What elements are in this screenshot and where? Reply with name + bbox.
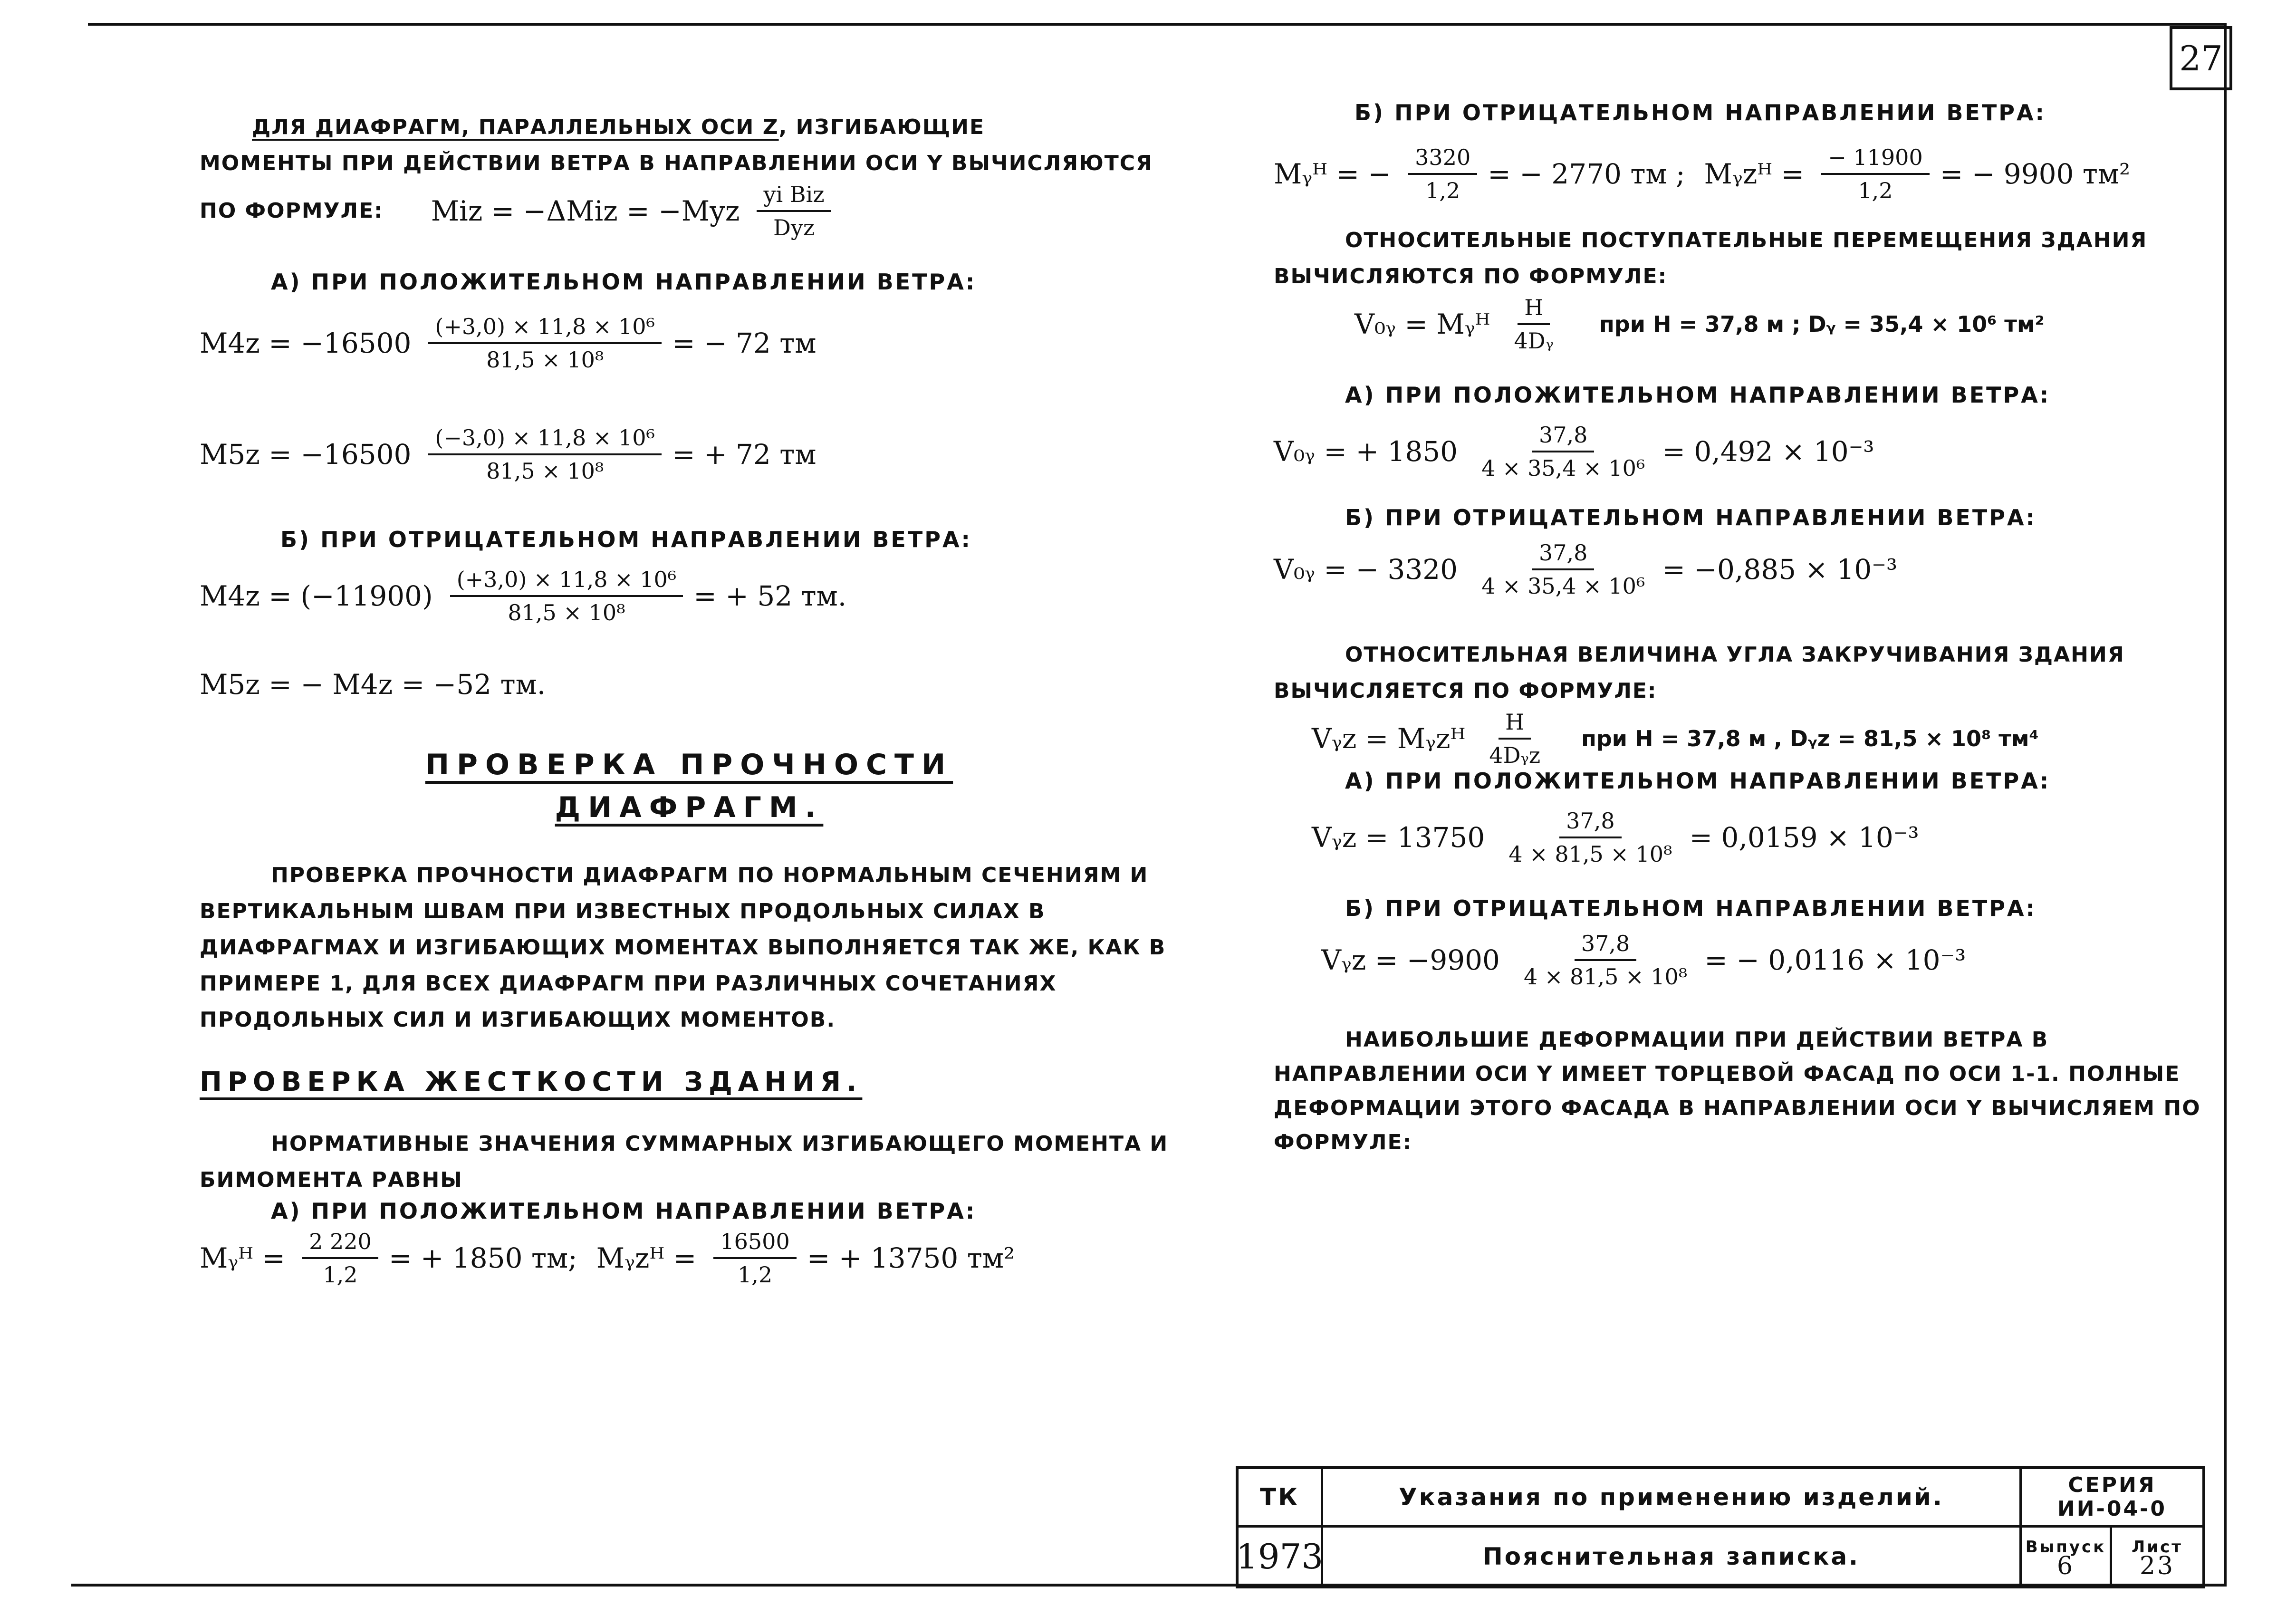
fraction-denominator: 1,2 <box>323 1262 358 1288</box>
title-block <box>1236 1466 2205 1588</box>
tb-issue <box>2022 1528 2112 1586</box>
page-number: 27 <box>2170 26 2232 90</box>
tb-subtitle: Пояснительная записка. <box>1323 1528 2022 1586</box>
fraction-denominator: 81,5 × 10⁸ <box>486 458 604 484</box>
m5z-a-lhs: M5z = −16500 <box>200 438 412 471</box>
vyz-b-formula <box>1274 931 2205 990</box>
disp-rhs: при H = 37,8 м ; Dᵧ = 35,4 × 10⁶ тм² <box>1599 311 2045 337</box>
case-a2-label: А) ПРИ ПОЛОЖИТЕЛЬНОМ НАПРАВЛЕНИИ ВЕТРА: <box>271 1198 977 1224</box>
fraction-denominator: 1,2 <box>737 1262 773 1288</box>
fraction-numerator: 2 220 <box>302 1229 378 1259</box>
intro-underlined: ДЛЯ ДИАФРАГМ, ПАРАЛЛЕЛЬНЫХ ОСИ Z <box>252 115 779 139</box>
displacement-formula <box>1274 295 2205 354</box>
myz-b-fraction <box>1821 144 1930 203</box>
fraction-numerator: yi Biz <box>757 182 831 212</box>
right-case-b2-label: Б) ПРИ ОТРИЦАТЕЛЬНОМ НАПРАВЛЕНИИ ВЕТРА: <box>1345 505 2037 530</box>
fraction-denominator: 1,2 <box>1858 178 1893 203</box>
fraction-numerator: 37,8 <box>1575 931 1636 961</box>
fraction-numerator: (−3,0) × 11,8 × 10⁶ <box>428 425 662 455</box>
twist-paragraph: ОТНОСИТЕЛЬНАЯ ВЕЛИЧИНА УГЛА ЗАКРУЧИВАНИЯ ЗДАНИЯ ВЫЧИСЛЯЕТСЯ ПО ФОРМУЛЕ: <box>1274 643 2125 703</box>
heading-strength-line1: ПРОВЕРКА ПРОЧНОСТИ <box>425 748 953 781</box>
voy-b-rhs: = −0,885 × 10⁻³ <box>1662 553 1898 586</box>
m4z-b-formula <box>200 567 1179 625</box>
heading-stiffness: ПРОВЕРКА ЖЕСТКОСТИ ЗДАНИЯ. <box>200 1067 863 1097</box>
myz-a-rhs: = + 13750 тм² <box>807 1242 1015 1274</box>
heading-strength-line2: ДИАФРАГМ. <box>555 791 824 824</box>
tb-sheet <box>2112 1528 2202 1586</box>
m5z-a-rhs: = + 72 тм <box>672 438 817 471</box>
my-a-lhs: Mᵧᴴ = <box>200 1242 286 1274</box>
fraction-numerator: 37,8 <box>1532 540 1594 570</box>
twist-rhs: при H = 37,8 м , Dᵧz = 81,5 × 10⁸ тм⁴ <box>1581 726 2039 751</box>
m4z-a-fraction <box>428 314 662 373</box>
tb-year: 1973 <box>1239 1528 1323 1586</box>
tb-sheet-label: Лист <box>2132 1537 2183 1557</box>
right-border-line <box>2224 23 2227 1587</box>
vyz-a-lhs: Vᵧz = 13750 <box>1312 821 1485 854</box>
fraction-denominator: 4 × 81,5 × 10⁸ <box>1523 964 1688 990</box>
m4z-a-formula <box>200 314 1179 373</box>
m4z-b-fraction <box>450 567 683 625</box>
strength-paragraph: ПРОВЕРКА ПРОЧНОСТИ ДИАФРАГМ ПО НОРМАЛЬНЫМ СЕЧЕНИЯМ И ВЕРТИКАЛЬНЫМ ШВАМ ПРИ ИЗВЕСТНЫХ ПРОДОЛЬНЫХ СИЛАХ В ДИАФРАГМАХ И ИЗГИБАЮЩИХ МОМЕНТАХ ВЫПОЛНЯЕТСЯ ТАК ЖЕ, КАК В ПРИМЕРЕ 1, ДЛЯ ВСЕХ ДИАФРАГМ ПРИ РАЗЛИЧНЫХ СОЧЕТАНИЯХ ПРОДОЛЬНЫХ СИЛ И ИЗГИБАЮЩИХ МОМЕНТОВ. <box>200 863 1166 1032</box>
my-b-fraction <box>1408 144 1477 203</box>
vyz-a-fraction <box>1502 808 1679 867</box>
twist-lhs: Vᵧz = Mᵧzᴴ <box>1312 722 1466 755</box>
disp-lhs: V₀ᵧ = Mᵧᴴ <box>1355 308 1490 340</box>
m4z-a-rhs: = − 72 тм <box>672 327 817 359</box>
fraction-denominator: 81,5 × 10⁸ <box>508 600 625 625</box>
tb-series-label: СЕРИЯ <box>2068 1472 2156 1497</box>
fraction-numerator: (+3,0) × 11,8 × 10⁶ <box>428 314 662 344</box>
voy-b-formula <box>1274 540 2205 599</box>
fraction-denominator: 4 × 35,4 × 10⁶ <box>1481 573 1645 599</box>
voy-a-fraction <box>1475 422 1652 481</box>
tb-issue-value: 6 <box>2056 1551 2075 1580</box>
left-column <box>200 109 1179 1288</box>
fraction-numerator: H <box>1518 295 1550 325</box>
main-formula <box>431 182 842 240</box>
fraction-numerator: − 11900 <box>1821 144 1930 175</box>
top-border-line <box>88 23 2227 26</box>
fraction-numerator: 16500 <box>713 1229 796 1259</box>
fraction-numerator: (+3,0) × 11,8 × 10⁶ <box>450 567 683 597</box>
fraction-denominator: 4 × 35,4 × 10⁶ <box>1481 455 1645 481</box>
fraction-denominator: 4Dᵧz <box>1489 742 1541 768</box>
fraction-denominator: 1,2 <box>1425 178 1460 203</box>
vyz-a-formula <box>1274 808 2205 867</box>
tb-issue-label: Выпуск <box>2025 1537 2106 1557</box>
m5z-a-fraction <box>428 425 662 484</box>
disp-fraction <box>1508 295 1560 354</box>
fraction-denominator: 4 × 81,5 × 10⁸ <box>1508 841 1672 867</box>
intro-line3: ПО ФОРМУЛЕ: <box>200 199 384 223</box>
right-case-a-label: А) ПРИ ПОЛОЖИТЕЛЬНОМ НАПРАВЛЕНИИ ВЕТРА: <box>1345 382 2051 408</box>
main-formula-fraction <box>757 182 831 240</box>
intro-formula-row <box>200 182 1179 240</box>
vyz-b-rhs: = − 0,0116 × 10⁻³ <box>1704 944 1966 976</box>
voy-b-lhs: V₀ᵧ = − 3320 <box>1274 553 1458 586</box>
my-b-lhs: Mᵧᴴ = − <box>1274 158 1392 190</box>
voy-a-rhs: = 0,492 × 10⁻³ <box>1662 435 1874 468</box>
fraction-numerator: 3320 <box>1408 144 1477 175</box>
myz-a-lhs: Mᵧzᴴ = <box>596 1242 697 1274</box>
voy-a-lhs: V₀ᵧ = + 1850 <box>1274 435 1458 468</box>
intro-paragraph <box>200 109 1179 145</box>
tb-sheet-value: 23 <box>2139 1551 2175 1580</box>
tb-title: Указания по применению изделий. <box>1323 1469 2022 1528</box>
intro-line1-rest: , ИЗГИБАЮЩИЕ <box>778 115 985 139</box>
voy-a-formula <box>1274 422 2205 481</box>
tb-code: ТК <box>1239 1469 1323 1528</box>
vyz-a-rhs: = 0,0159 × 10⁻³ <box>1689 821 1919 854</box>
m4z-b-rhs: = + 52 тм. <box>693 580 847 612</box>
my-a-rhs: = + 1850 тм; <box>388 1242 577 1274</box>
twist-fraction <box>1482 709 1547 768</box>
right-case-b-label: Б) ПРИ ОТРИЦАТЕЛЬНОМ НАПРАВЛЕНИИ ВЕТРА: <box>1355 100 2046 125</box>
fraction-denominator: 81,5 × 10⁸ <box>486 347 604 373</box>
twist-formula <box>1274 709 2205 768</box>
vyz-b-fraction <box>1517 931 1694 990</box>
m5z-a-formula <box>200 425 1179 484</box>
norm-paragraph: НОРМАТИВНЫЕ ЗНАЧЕНИЯ СУММАРНЫХ ИЗГИБАЮЩЕГО МОМЕНТА И БИМОМЕНТА РАВНЫ <box>200 1132 1169 1192</box>
final-paragraph: НАИБОЛЬШИЕ ДЕФОРМАЦИИ ПРИ ДЕЙСТВИИ ВЕТРА В НАПРАВЛЕНИИ ОСИ Y ИМЕЕТ ТОРЦЕВОЙ ФАСАД ПО ОСИ 1-1. ПОЛНЫЕ ДЕФОРМАЦИИ ЭТОГО ФАСАДА В НАПРАВЛЕНИИ ОСИ Y ВЫЧИСЛЯЕМ ПО ФОРМУЛЕ: <box>1274 1028 2201 1154</box>
moment-b-formula <box>1274 144 2205 203</box>
fraction-denominator: Dyz <box>773 215 815 240</box>
tb-series-value: ИИ-04-0 <box>2057 1496 2167 1521</box>
main-formula-lhs: Miz = −ΔMiz = −Myz <box>431 195 740 227</box>
case-b-label: Б) ПРИ ОТРИЦАТЕЛЬНОМ НАПРАВЛЕНИИ ВЕТРА: <box>280 527 972 552</box>
tb-series <box>2022 1469 2202 1528</box>
myz-a-fraction <box>713 1229 796 1288</box>
voy-b-fraction <box>1475 540 1652 599</box>
fraction-numerator: 37,8 <box>1559 808 1621 838</box>
myz-b-lhs: Mᵧzᴴ = <box>1704 158 1805 190</box>
vyz-b-lhs: Vᵧz = −9900 <box>1321 944 1500 976</box>
fraction-numerator: H <box>1499 709 1531 740</box>
moment-a-formula <box>200 1229 1179 1288</box>
tb-issue-sheet <box>2022 1528 2202 1586</box>
my-b-rhs: = − 2770 тм ; <box>1488 158 1685 190</box>
m5z-b-formula: M5z = − M4z = −52 тм. <box>200 668 546 701</box>
case-a-label: А) ПРИ ПОЛОЖИТЕЛЬНОМ НАПРАВЛЕНИИ ВЕТРА: <box>271 269 977 295</box>
displacement-paragraph: ОТНОСИТЕЛЬНЫЕ ПОСТУПАТЕЛЬНЫЕ ПЕРЕМЕЩЕНИЯ ЗДАНИЯ ВЫЧИСЛЯЮТСЯ ПО ФОРМУЛЕ: <box>1274 228 2148 289</box>
right-case-a2-label: А) ПРИ ПОЛОЖИТЕЛЬНОМ НАПРАВЛЕНИИ ВЕТРА: <box>1345 768 2051 794</box>
m4z-a-lhs: M4z = −16500 <box>200 327 412 359</box>
my-a-fraction <box>302 1229 378 1288</box>
fraction-denominator: 4Dᵧ <box>1514 328 1554 354</box>
m4z-b-lhs: M4z = (−11900) <box>200 580 433 612</box>
fraction-numerator: 37,8 <box>1532 422 1594 452</box>
right-column <box>1274 100 2205 1160</box>
intro-line2: МОМЕНТЫ ПРИ ДЕЙСТВИИ ВЕТРА В НАПРАВЛЕНИИ ОСИ Y ВЫЧИСЛЯЮТСЯ <box>200 151 1153 175</box>
myz-b-rhs: = − 9900 тм² <box>1940 158 2131 190</box>
right-case-b3-label: Б) ПРИ ОТРИЦАТЕЛЬНОМ НАПРАВЛЕНИИ ВЕТРА: <box>1345 895 2037 921</box>
